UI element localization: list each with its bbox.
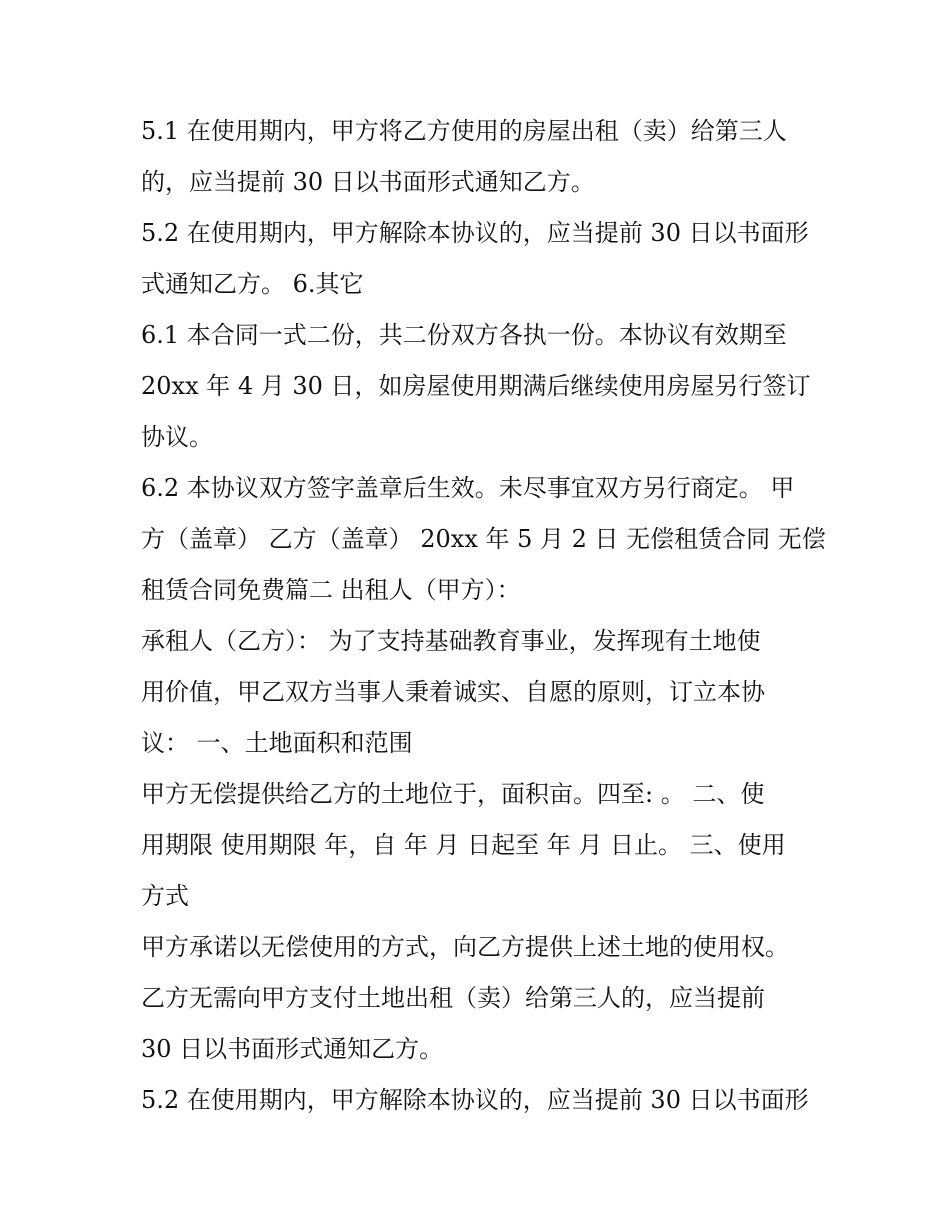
text-line: 方（盖章） 乙方（盖章） 20xx 年 5 月 2 日 无偿租赁合同 无偿 xyxy=(141,525,826,553)
text-line: 承租人（乙方）： 为了支持基础教育事业，发挥现有土地使 xyxy=(141,627,761,655)
text-line: 5.2 在使用期内，甲方解除本协议的，应当提前 30 日以书面形 xyxy=(141,1086,809,1114)
text-line: 议： 一、土地面积和范围 xyxy=(141,729,413,757)
text-line: 20xx 年 4 月 30 日，如房屋使用期满后继续使用房屋另行签订 xyxy=(141,372,811,400)
text-line: 协议。 xyxy=(141,423,213,451)
text-line: 租赁合同免费篇二 出租人（甲方）： xyxy=(141,576,521,604)
text-line: 的，应当提前 30 日以书面形式通知乙方。 xyxy=(141,168,595,196)
document-body xyxy=(141,106,841,1126)
text-line: 乙方无需向甲方支付土地出租（卖）给第三人的，应当提前 xyxy=(141,984,765,1012)
text-line: 30 日以书面形式通知乙方。 xyxy=(141,1035,444,1063)
text-line: 6.1 本合同一式二份，共二份双方各执一份。本协议有效期至 xyxy=(141,321,787,349)
text-line: 方式 xyxy=(141,882,189,910)
text-line: 式通知乙方。 6.其它 xyxy=(141,270,364,298)
text-line: 5.1 在使用期内，甲方将乙方使用的房屋出租（卖）给第三人 xyxy=(141,117,787,145)
text-line: 6.2 本协议双方签字盖章后生效。未尽事宜双方另行商定。 甲 xyxy=(141,474,795,502)
text-line: 用价值，甲乙双方当事人秉着诚实、自愿的原则，订立本协 xyxy=(141,678,765,706)
text-line: 用期限 使用期限 年，自 年 月 日起至 年 月 日止。 三、使用 xyxy=(141,831,786,859)
text-line: 甲方无偿提供给乙方的土地位于，面积亩。四至: 。 二、使 xyxy=(141,780,765,808)
text-line: 5.2 在使用期内，甲方解除本协议的，应当提前 30 日以书面形 xyxy=(141,219,809,247)
text-line: 甲方承诺以无偿使用的方式，向乙方提供上述土地的使用权。 xyxy=(141,933,789,961)
